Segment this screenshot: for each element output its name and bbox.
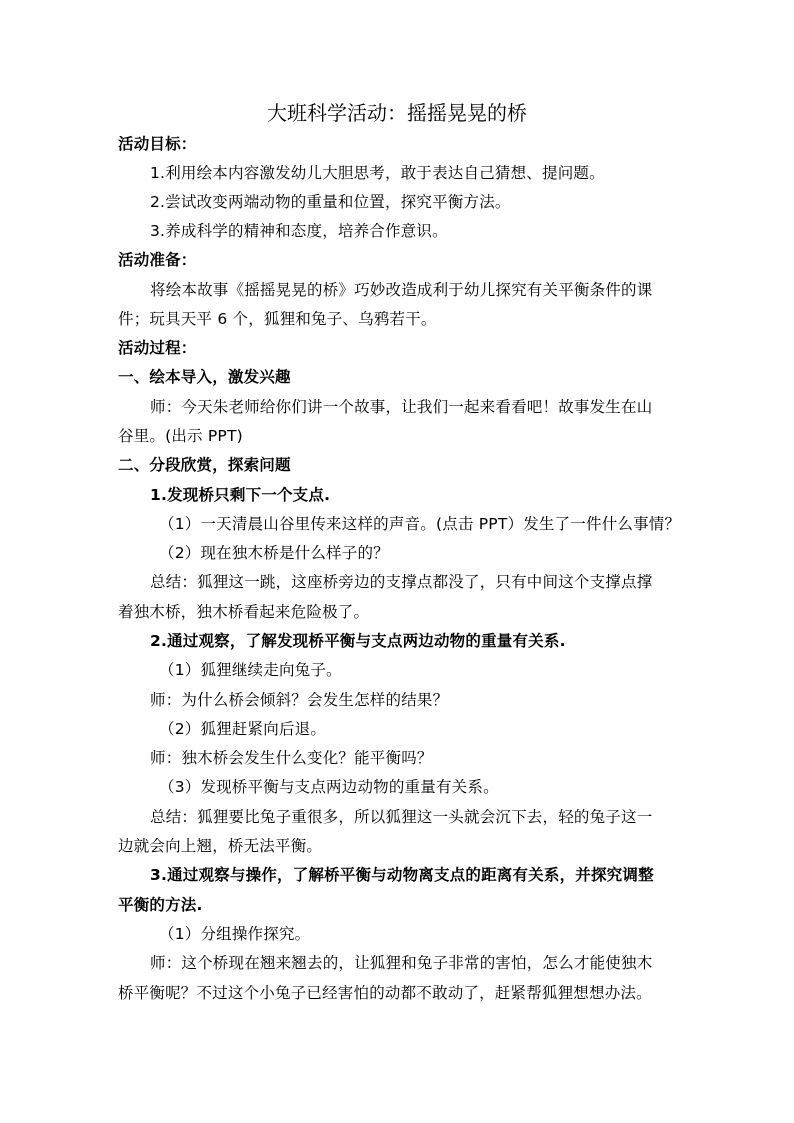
paragraph-line: 总结：狐狸要比兔子重很多，所以狐狸这一头就会沉下去，轻的兔子这一 bbox=[150, 808, 653, 826]
paragraph-line: 师：独木桥会发生什么变化？能平衡吗？ bbox=[150, 749, 433, 767]
step-heading-3-cont: 平衡的方法. bbox=[118, 896, 203, 914]
subsection-heading-2: 二、分段欣赏，探索问题 bbox=[118, 456, 291, 474]
paragraph-line: （3）发现桥平衡与支点两边动物的重量有关系。 bbox=[159, 778, 499, 796]
goal-item-3: 3.养成科学的精神和态度，培养合作意识。 bbox=[150, 222, 448, 240]
paragraph-line: （2）现在独木桥是什么样子的？ bbox=[159, 544, 389, 562]
section-heading-prep: 活动准备： bbox=[118, 251, 197, 269]
paragraph-line: （1）狐狸继续走向兔子。 bbox=[159, 661, 342, 679]
subsection-heading-1: 一、绘本导入，激发兴趣 bbox=[118, 368, 291, 386]
goal-item-2: 2.尝试改变两端动物的重量和位置，探究平衡方法。 bbox=[150, 193, 511, 211]
paragraph-line: （1）一天清晨山谷里传来这样的声音。(点击 PPT）发生了一件什么事情？ bbox=[159, 515, 681, 533]
paragraph-line: （2）狐狸赶紧向后退。 bbox=[159, 720, 327, 738]
step-heading-2: 2.通过观察，了解发现桥平衡与支点两边动物的重量有关系. bbox=[150, 632, 566, 650]
paragraph-line: 总结：狐狸这一跳，这座桥旁边的支撑点都没了，只有中间这个支撑点撑 bbox=[150, 573, 653, 591]
paragraph-line: 师：这个桥现在翘来翘去的，让狐狸和兔子非常的害怕，怎么才能使独木 bbox=[150, 954, 653, 972]
step-heading-3: 3.通过观察与操作，了解桥平衡与动物离支点的距离有关系，并探究调整 bbox=[150, 866, 654, 884]
paragraph-line: 边就会向上翘，桥无法平衡。 bbox=[118, 837, 323, 855]
paragraph-line: 师：今天朱老师给你们讲一个故事，让我们一起来看看吧！故事发生在山 bbox=[150, 398, 653, 416]
goal-item-1: 1.利用绘本内容激发幼儿大胆思考，敢于表达自己猜想、提问题。 bbox=[150, 164, 605, 182]
page-title: 大班科学活动：摇摇晃晃的桥 bbox=[267, 101, 527, 125]
paragraph-line: 师：为什么桥会倾斜？会发生怎样的结果？ bbox=[150, 691, 449, 709]
paragraph-line: 着独木桥，独木桥看起来危险极了。 bbox=[118, 603, 370, 621]
step-heading-1: 1.发现桥只剩下一个支点. bbox=[150, 486, 331, 504]
paragraph-line: （1）分组操作探究。 bbox=[159, 925, 311, 943]
section-heading-goals: 活动目标： bbox=[118, 135, 197, 153]
paragraph-line: 件；玩具天平 6 个，狐狸和兔子、乌鸦若干。 bbox=[118, 310, 437, 328]
paragraph-line: 谷里。(出示 PPT) bbox=[118, 427, 243, 445]
paragraph-line: 将绘本故事《摇摇晃晃的桥》巧妙改造成利于幼儿探究有关平衡条件的课 bbox=[150, 281, 653, 299]
section-heading-process: 活动过程： bbox=[118, 339, 197, 357]
paragraph-line: 桥平衡呢？不过这个小兔子已经害怕的动都不敢动了，赶紧帮狐狸想想办法。 bbox=[118, 984, 652, 1002]
